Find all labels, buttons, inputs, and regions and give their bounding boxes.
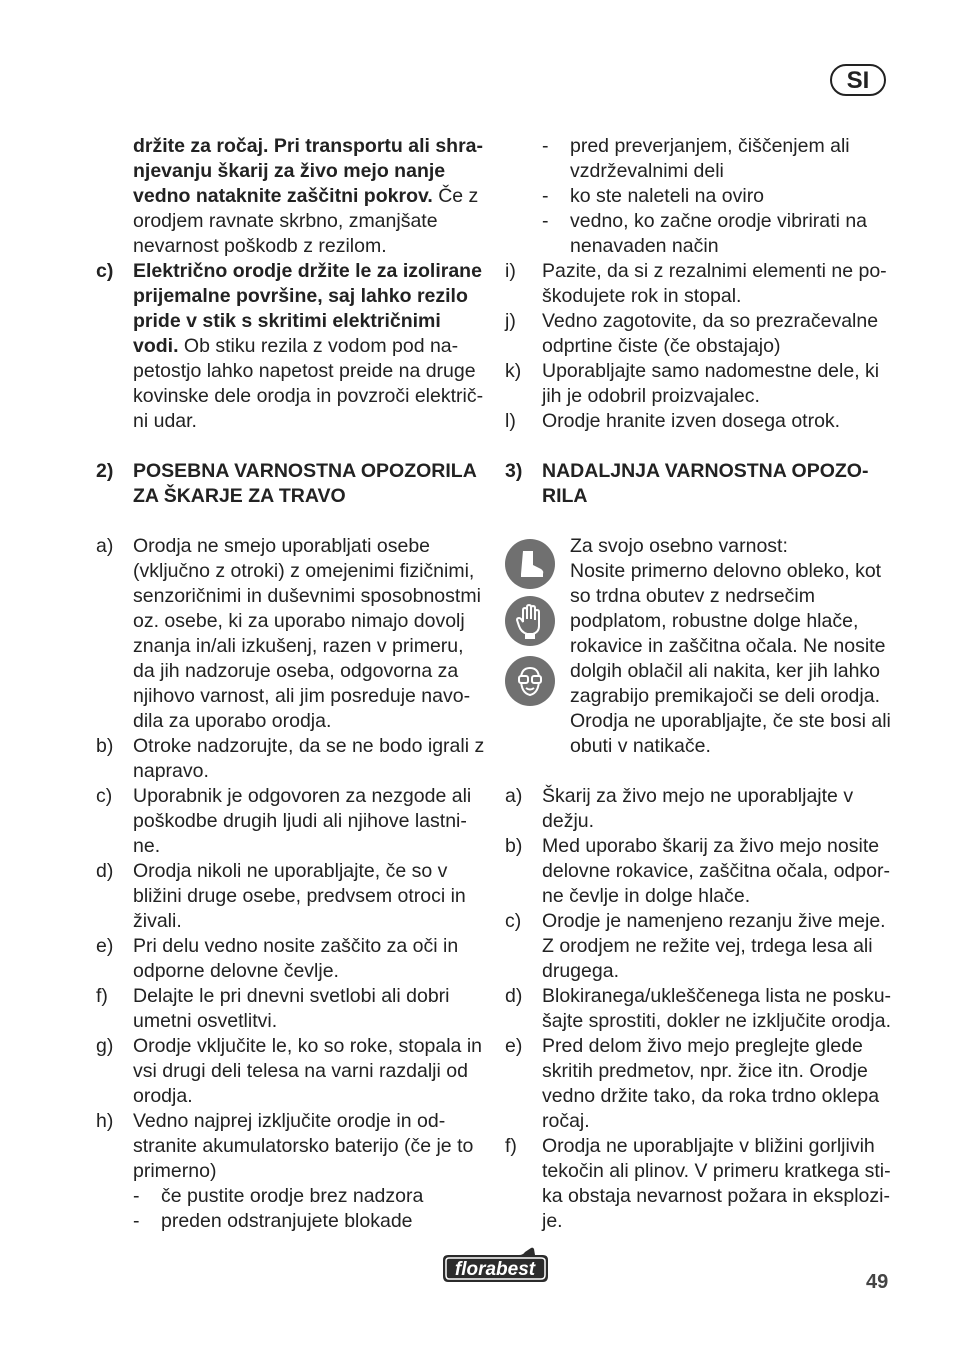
item-label: e) [96,935,114,957]
list-item [96,534,486,734]
item-text: Blokiranega/ukleščenega lista ne posku-šajte sprostiti, dokler ne izključite orodja. [542,985,892,1032]
dash-text: vedno, ko začne orodje vibrirati na nenavaden način [570,210,868,257]
heading-number: 3) [505,460,523,482]
item-text: Uporabljajte samo nadomestne dele, ki jih je odobril proizvajalec. [542,360,880,407]
list-item [505,259,893,309]
list-item [505,359,893,409]
item-text: Orodja nikoli ne uporabljajte, če so v bližini druge osebe, predvsem otroci in živali. [133,860,466,932]
boot-icon [505,539,555,589]
item-label: a) [96,535,114,557]
item-text: Otroke nadzorujte, da se ne bodo igrali z napravo. [133,735,485,782]
item-label: e) [505,1035,523,1057]
list-item [96,1109,486,1184]
item-text: Pri delu vedno nosite zaščito za oči in odporne delovne čevlje. [133,935,459,982]
item-text: Delajte le pri dnevni svetlobi ali dobri umetni osvetlitvi. [133,985,450,1032]
list-item [505,784,893,834]
list-item [96,934,486,984]
item-label: c) [96,260,114,282]
item-text: Med uporabo škarij za živo mejo nosite delovne rokavice, zaščitna očala, odpor-ne čevlje in dolge hlače. [542,835,890,907]
left-column [96,134,486,1234]
item-label: f) [96,985,108,1007]
item-label: c) [96,785,113,807]
dash-text: če pustite orodje brez nadzora [161,1185,424,1207]
florabest-logo [439,1246,551,1295]
intro-paragraph [96,134,486,259]
dash-text: ko ste naleteli na oviro [570,185,765,207]
list-item [505,909,893,984]
heading-text: POSEBNA VARNOSTNA OPOZORILA ZA ŠKARJE ZA TRAVO [133,460,477,507]
item-label: a) [505,785,523,807]
dash-item: - vedno, ko začne orodje vibrirati na nenavaden način [542,210,868,257]
dash-item: - preden odstranjujete blokade [133,1210,413,1232]
item-label: d) [96,860,114,882]
item-label: i) [505,260,516,282]
item-c-bold: Električno orodje držite le za izolirane prijemalne površine, saj lahko rezilo pride v stik s skritimi električnimi vodi. [133,260,482,357]
glove-icon [505,596,555,646]
personal-safety-title: Za svojo osebno varnost: [570,535,788,557]
item-label: c) [505,910,522,932]
heading-text: NADALJNJA VARNOSTNA OPOZO-RILA [542,460,869,507]
list-item [96,859,486,934]
list-item [505,1034,893,1134]
svg-text:florabest: florabest [454,1259,536,1280]
item-text: Pazite, da si z rezalnimi elementi ne po-škodujete rok in stopal. [542,260,887,307]
dash-item: - če pustite orodje brez nadzora [133,1185,424,1207]
item-label: k) [505,360,522,382]
item-text: Orodje hranite izven dosega otrok. [542,410,841,432]
list-item [505,834,893,909]
item-text: Orodja ne smejo uporabljati osebe (vključno z otroki) z omejenimi fizičnimi, senzoričnimi in duševnimi sposobnostmi oz. osebe, ki za uporabo nimajo dovolj znanja in/ali izkušenj, razen v primeru, da jih nadzoruje oseba, odgovorna za njihovo varnost, ali jim posreduje navo-dila za uporabo orodja. [133,535,481,732]
list-item [96,734,486,784]
item-label: d) [505,985,523,1007]
item-text: Vedno najprej izključite orodje in od-stranite akumulatorsko baterijo (če je to primerno) [133,1110,474,1182]
heading-number: 2) [96,460,114,482]
item-text: Škarij za živo mejo ne uporabljajte v dežju. [542,785,854,832]
item-label: l) [505,410,516,432]
dash-text: pred preverjanjem, čiščenjem ali vzdrževalnimi deli [570,135,850,182]
item-label: h) [96,1110,114,1132]
list-item [505,309,893,359]
page-number: 49 [866,1271,889,1293]
item-text: Orodje vključite le, ko so roke, stopala in vsi drugi deli telesa na varni razdalji od orodja. [133,1035,483,1107]
list-item [505,1134,893,1234]
right-column [505,134,893,1234]
item-label: b) [505,835,523,857]
language-badge: SI [830,64,886,96]
item-label: g) [96,1035,114,1057]
personal-safety-block [505,534,893,759]
item-text: Pred delom živo mejo preglejte glede skritih predmetov, npr. žice itn. Orodje vedno držite tako, da roka trdno oklepa ročaj. [542,1035,880,1132]
dash-item: - pred preverjanjem, čiščenjem ali vzdrževalnimi deli [542,135,850,182]
item-c-electric [96,259,486,434]
dash-text: preden odstranjujete blokade [161,1210,413,1232]
item-text: Uporabnik je odgovoren za nezgode ali poškodbe drugih ljudi ali njihove lastni-ne. [133,785,472,857]
intro-text: Če z orodjem ravnate skrbno, zmanjšate nevarnost poškodb z rezilom. [133,185,479,257]
item-label: f) [505,1135,517,1157]
list-item [96,984,486,1034]
item-text: Orodja ne uporabljajte v bližini gorljivih tekočin ali plinov. V primeru kratkega sti-ka obstaja nevarnost požara in eksplozi-je. [542,1135,891,1232]
list-item [96,784,486,859]
list-item [96,1034,486,1109]
list-item [505,409,893,434]
personal-safety-text: Nosite primerno delovno obleko, kot so trdna obutev z nedrsečim podplatom, robustne dolge hlače, rokavice in zaščitna očala. Ne nosite dolgih oblačil ali nakita, ker jih lahko zagrabijo premikajoči se deli orodja. Orodja ne uporabljajte, če ste bosi ali obuti v natikače. [570,560,891,757]
section-heading-2 [96,459,486,509]
item-label: b) [96,735,114,757]
item-label: j) [505,310,516,332]
item-c-text: Ob stiku rezila z vodom pod na-petostjo lahko napetost preide na druge kovinske dele orodja in povzroči električ-ni udar. [133,335,484,432]
dash-item: - ko ste naleteli na oviro [542,185,765,207]
goggles-icon [505,656,555,706]
intro-bold: držite za ročaj. Pri transportu ali shra-njevanju škarij za živo mejo nanje vedno nataknite zaščitni pokrov. [133,135,484,207]
list-item [505,984,893,1034]
section-heading-3 [505,459,893,509]
item-text: Orodje je namenjeno rezanju žive meje. Z orodjem ne režite vej, trdega lesa ali drugega. [542,910,886,982]
item-text: Vedno zagotovite, da so prezračevalne odprtine čiste (če obstajajo) [542,310,879,357]
